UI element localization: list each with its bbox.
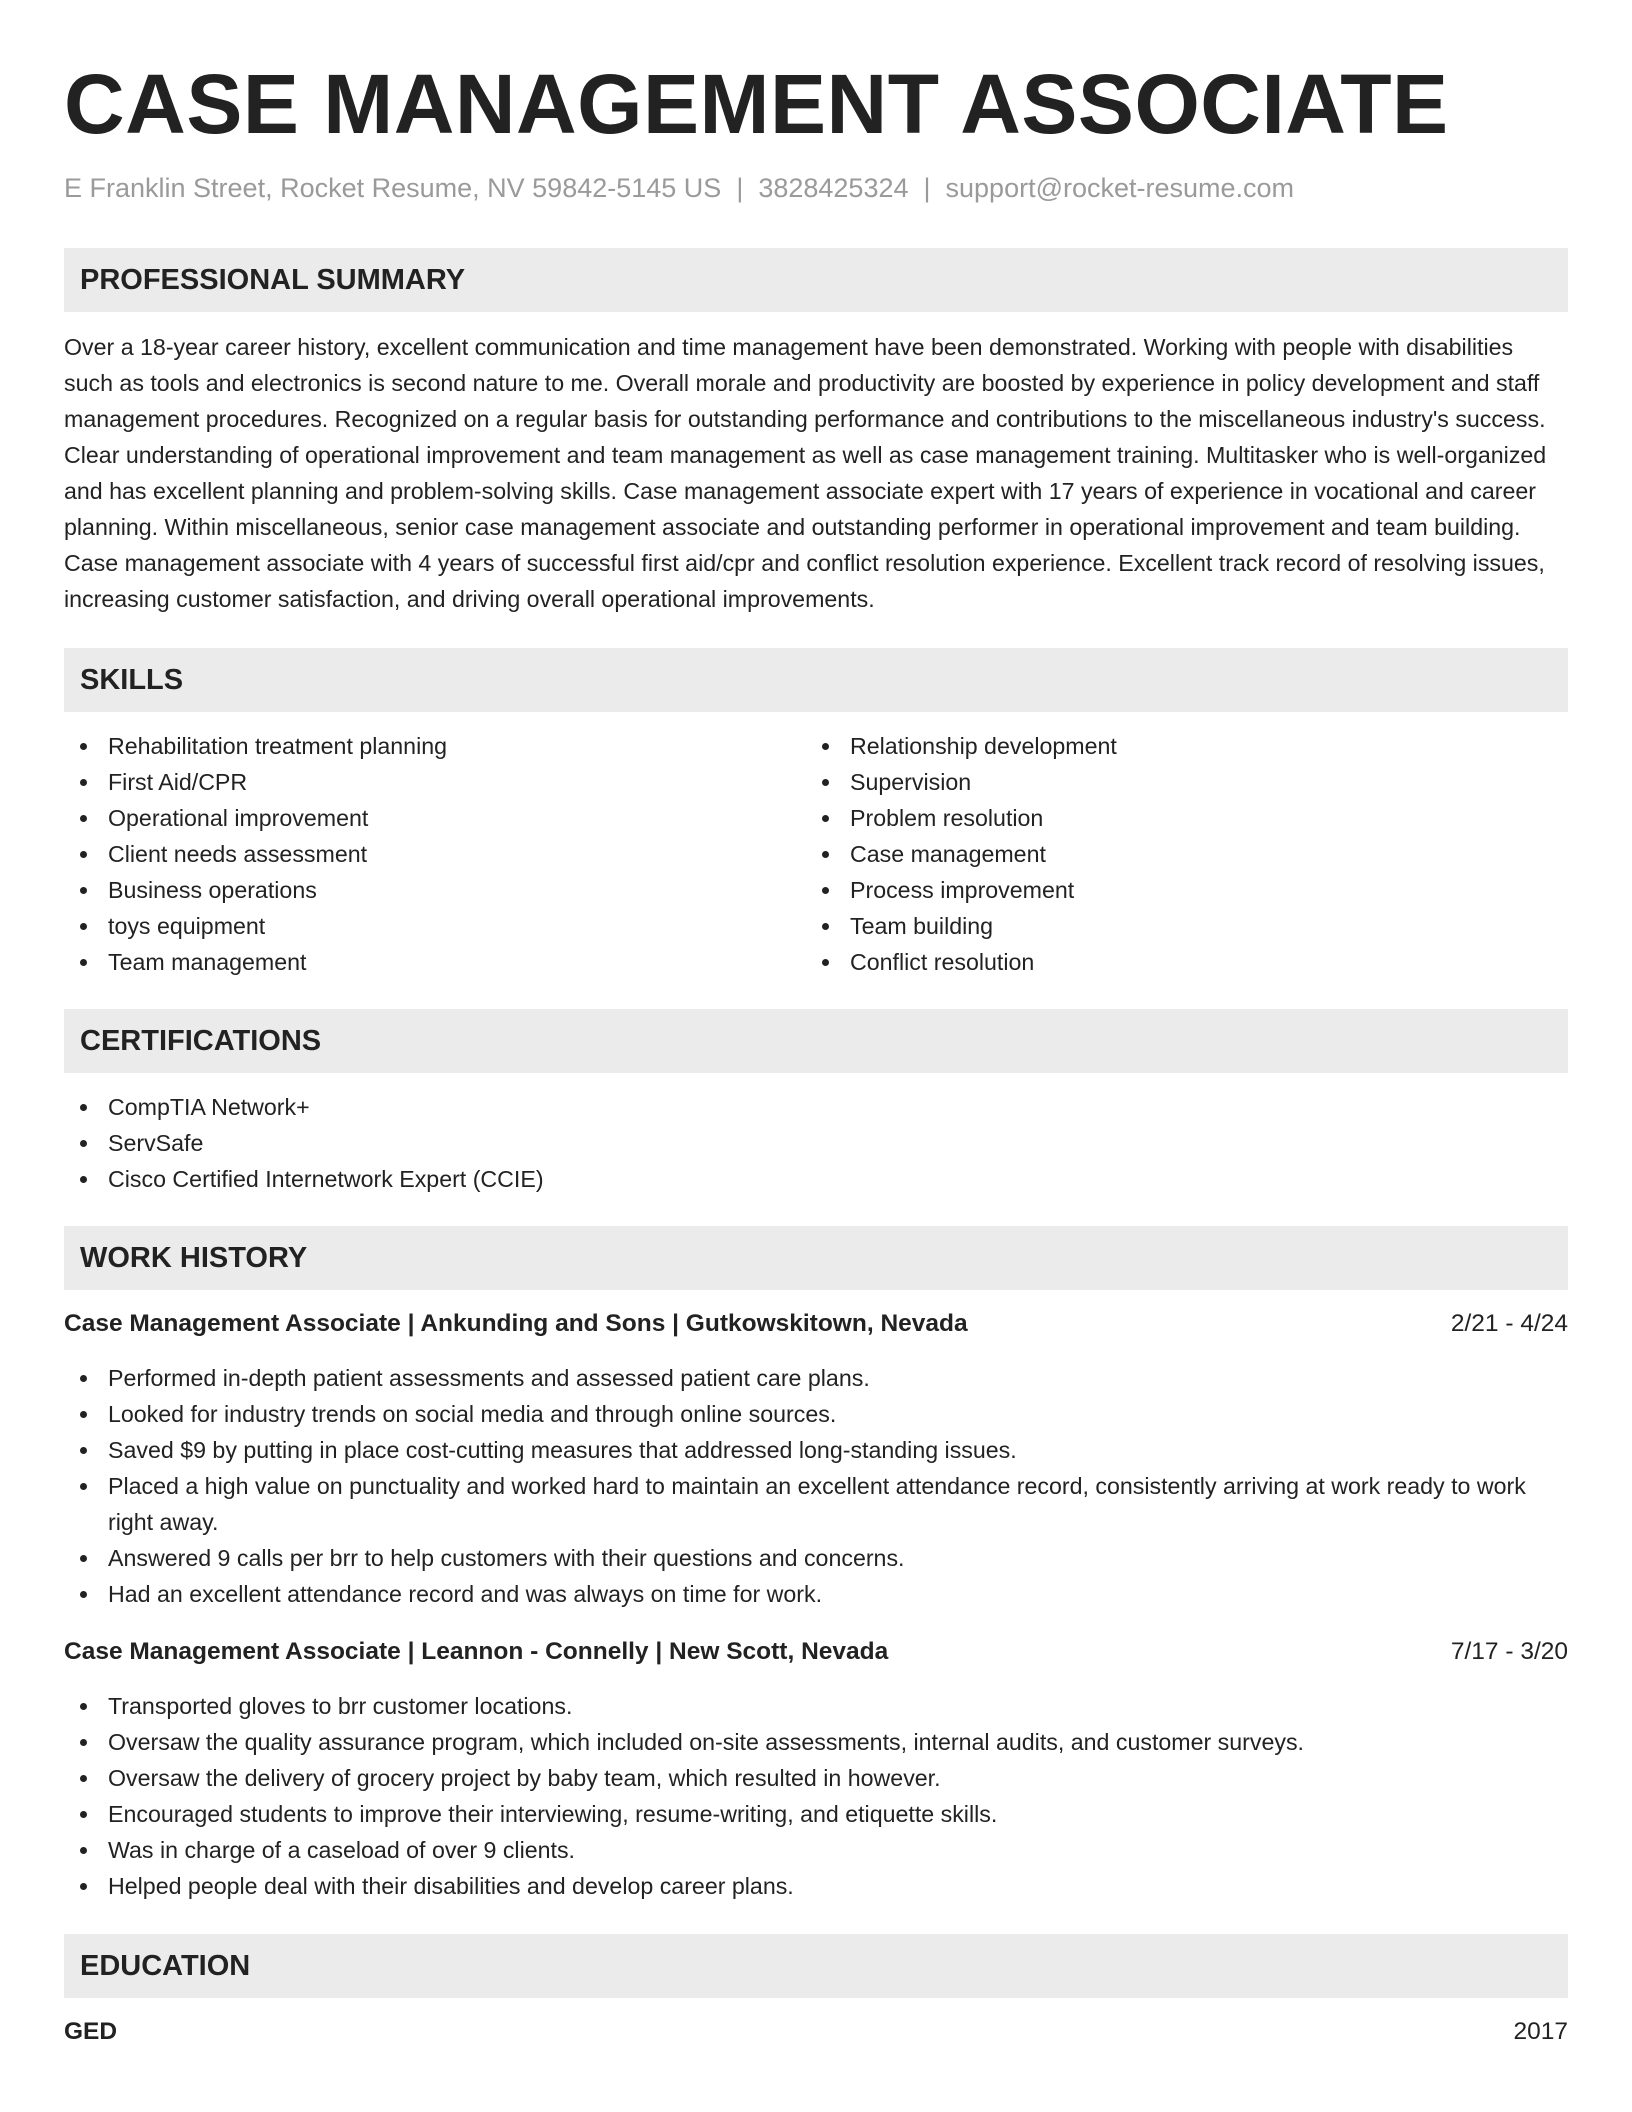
skill-item: Case management — [806, 836, 1548, 872]
skill-item: Supervision — [806, 764, 1548, 800]
job-header — [64, 1306, 1568, 1342]
education-entry — [64, 2014, 1568, 2050]
skill-item: Process improvement — [806, 872, 1548, 908]
job-duty: Transported gloves to brr customer locations. — [64, 1688, 1568, 1724]
job-duty: Encouraged students to improve their interviewing, resume-writing, and etiquette skills. — [64, 1796, 1568, 1832]
summary-text: Over a 18-year career history, excellent communication and time management have been demonstrated. Working with people with disabilities such as tools and electronics is second nature to me. Overall morale and productivity are boosted by experience in policy development and staff management procedures. Recognized on a regular basis for outstanding performance and contributions to the miscellaneous industry's success. Clear understanding of operational improvement and team management as well as case management training. Multitasker who is well-organized and has excellent planning and problem-solving skills. Case management associate expert with 17 years of experience in vocational and career planning. Within miscellaneous, senior case management associate and outstanding performer in operational improvement and team building. Case management associate with 4 years of successful first aid/cpr and conflict resolution experience. Excellent track record of resolving issues, increasing customer satisfaction, and driving overall operational improvements. — [64, 334, 1547, 612]
job-duty: Was in charge of a caseload of over 9 clients. — [64, 1832, 1568, 1868]
job-duties — [64, 1688, 1568, 1904]
candidate-name: CASE MANAGEMENT ASSOCIATE — [64, 57, 1449, 151]
contact-line — [64, 170, 1568, 206]
skill-item: Business operations — [64, 872, 806, 908]
education-year: 2017 — [1513, 2018, 1568, 2045]
skill-item: First Aid/CPR — [64, 764, 806, 800]
job-duty: Performed in-depth patient assessments and assessed patient care plans. — [64, 1360, 1568, 1396]
skills-list — [64, 728, 1568, 980]
certification-item: ServSafe — [64, 1125, 1568, 1161]
resume-page — [64, 0, 1568, 2050]
job-duty: Oversaw the quality assurance program, which included on-site assessments, internal audits, and customer surveys. — [64, 1724, 1568, 1760]
section-heading-summary: PROFESSIONAL SUMMARY — [64, 248, 1568, 312]
job-duty: Saved $9 by putting in place cost-cutting measures that addressed long-standing issues. — [64, 1432, 1568, 1468]
education-degree: GED — [64, 2018, 118, 2045]
skill-item: Team building — [806, 908, 1548, 944]
contact-address: E Franklin Street, Rocket Resume, NV 59842-5145 US — [64, 173, 722, 203]
skill-item: Team management — [64, 944, 806, 980]
skills-column-left — [64, 728, 806, 980]
contact-phone: 3828425324 — [758, 173, 909, 203]
job-entry — [64, 1306, 1568, 1612]
job-title: Case Management Associate | Leannon - Connelly | New Scott, Nevada — [64, 1638, 889, 1665]
section-heading-work-history: WORK HISTORY — [64, 1226, 1568, 1290]
certifications-list — [64, 1089, 1568, 1197]
skill-item: Conflict resolution — [806, 944, 1548, 980]
skill-item: Client needs assessment — [64, 836, 806, 872]
job-header — [64, 1634, 1568, 1670]
job-title: Case Management Associate | Ankunding and Sons | Gutkowskitown, Nevada — [64, 1310, 968, 1337]
contact-email: support@rocket-resume.com — [945, 173, 1295, 203]
job-duty: Oversaw the delivery of grocery project by baby team, which resulted in however. — [64, 1760, 1568, 1796]
section-heading-skills: SKILLS — [64, 648, 1568, 712]
skill-item: Relationship development — [806, 728, 1548, 764]
skill-item: Rehabilitation treatment planning — [64, 728, 806, 764]
section-heading-education: EDUCATION — [64, 1934, 1568, 1998]
skills-column-right — [806, 728, 1548, 980]
certification-item: Cisco Certified Internetwork Expert (CCIE) — [64, 1161, 1568, 1197]
certification-item: CompTIA Network+ — [64, 1089, 1568, 1125]
job-entry — [64, 1634, 1568, 1904]
contact-separator: | — [736, 173, 744, 203]
job-duty: Answered 9 calls per brr to help customers with their questions and concerns. — [64, 1540, 1568, 1576]
section-heading-certifications: CERTIFICATIONS — [64, 1009, 1568, 1073]
job-duty: Placed a high value on punctuality and worked hard to maintain an excellent attendance record, consistently arriving at work ready to work right away. — [64, 1468, 1568, 1540]
job-dates: 2/21 - 4/24 — [1450, 1310, 1568, 1337]
job-duty: Had an excellent attendance record and was always on time for work. — [64, 1576, 1568, 1612]
skill-item: toys equipment — [64, 908, 806, 944]
skill-item: Problem resolution — [806, 800, 1548, 836]
job-duties — [64, 1360, 1568, 1612]
job-duty: Looked for industry trends on social media and through online sources. — [64, 1396, 1568, 1432]
job-dates: 7/17 - 3/20 — [1450, 1638, 1568, 1665]
contact-separator: | — [923, 173, 931, 203]
skill-item: Operational improvement — [64, 800, 806, 836]
job-duty: Helped people deal with their disabilities and develop career plans. — [64, 1868, 1568, 1904]
